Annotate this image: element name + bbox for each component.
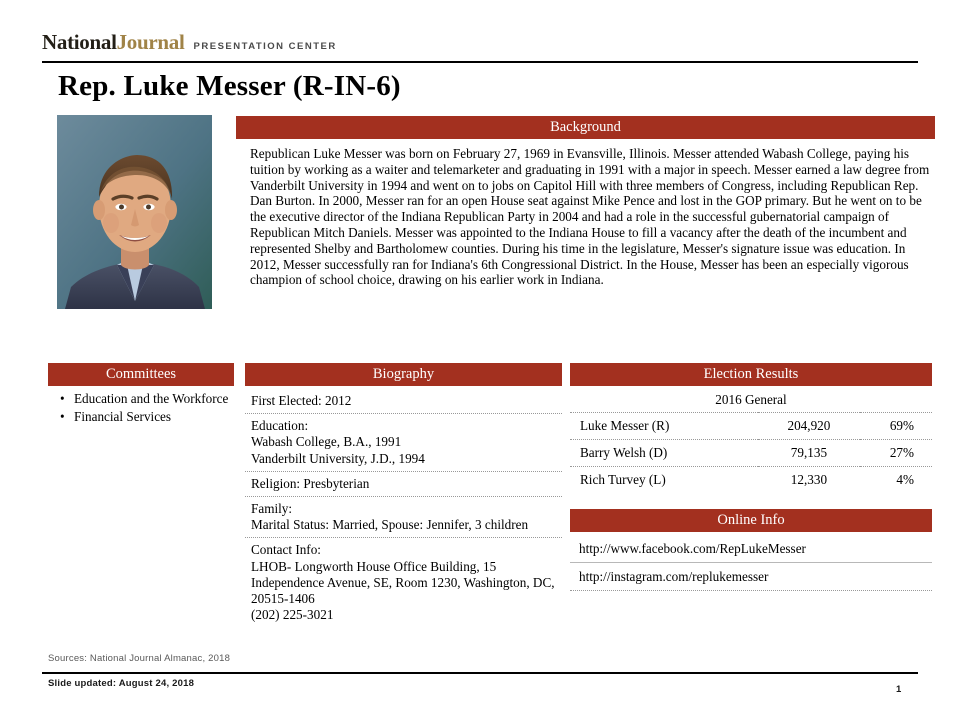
bullet-icon: • [60,408,65,424]
online-link-facebook[interactable]: http://www.facebook.com/RepLukeMesser [570,535,932,563]
section-header-biography: Biography [245,363,562,386]
online-link-instagram[interactable]: http://instagram.com/replukemesser [570,563,932,591]
footer-divider-rule [42,672,918,674]
section-header-online-info: Online Info [570,509,932,532]
bio-line: Contact Info: [251,542,321,558]
committee-label: Financial Services [74,408,172,424]
candidate-votes: 12,330 [790,472,828,487]
brand-masthead [42,30,337,55]
candidate-percent: 27% [860,440,932,467]
bio-line: (202) 225-3021 [251,607,334,623]
sources-note: Sources: National Journal Almanac, 2018 [48,653,231,664]
table-row [245,497,562,538]
candidate-name: Luke Messer (R) [570,413,758,440]
candidate-name: Rich Turvey (L) [580,472,666,487]
bullet-icon: • [60,391,65,406]
election-results-table [570,389,932,493]
bio-line: Education: [251,418,309,434]
bio-line: First Elected: 2012 [251,393,352,408]
page-number: 1 [896,684,902,695]
table-row [570,440,932,467]
bio-line: Wabash College, B.A., 1991 [251,434,402,450]
section-header-election-results: Election Results [570,363,932,386]
candidate-votes: 79,135 [758,440,859,467]
online-info-list [570,535,932,591]
bio-line: Marital Status: Married, Spouse: Jennifer, 3 children [251,517,529,533]
candidate-percent: 69% [860,413,932,440]
slide-updated-note: Slide updated: August 24, 2018 [48,678,195,689]
section-header-background: Background [236,116,935,139]
committees-list [52,391,237,426]
table-row [245,472,562,497]
committee-label: Education and the Workforce [74,391,229,406]
section-header-committees: Committees [48,363,234,386]
background-body-text: Republican Luke Messer was born on February 27, 1969 in Evansville, Illinois. Messer attended Wabash College, paying his tuition by working as a waiter and telemarketer and graduating in 1991 with a major in speech. Messer earned a law degree from Vanderbilt University in 1994 and went on to jobs on Capitol Hill with three members of Congress, including Republican Rep. Dan Burton. In 2000, Messer ran for an open House seat against Mike Pence and lost in the GOP primary. But he went on to be the executive director of the Indiana Republican Party in 2004 and had a role in the successful gubernatorial campaign of Republican Mitch Daniels. Messer was appointed to the Indiana House to fill a vacancy after the death of the incumbent and represented Shelby and Bartholomew counties. During his time in the legislature, Messer's signature issue was education. In 2012, Messer successfully ran for Indiana's 6th Congressional District. In the House, Messer has been an especially vigorous champion of school choice, drawing on his earlier work in Indiana. [250,146,930,288]
candidate-percent: 4% [896,472,914,487]
election-cycle-label: 2016 General [570,389,932,413]
candidate-name: Barry Welsh (D) [570,440,758,467]
table-row [245,389,562,414]
table-row [570,413,932,440]
bio-line: Family: [251,501,293,517]
table-caption-row [570,389,932,413]
table-row [245,538,562,627]
header-divider-rule [42,61,918,63]
bio-line: LHOB- Longworth House Office Building, 15 Independence Avenue, SE, Room 1230, Washington, DC, 20515-1406 [251,558,555,607]
table-row [570,467,932,494]
logo-subtitle-text: PRESENTATION CENTER [193,41,337,52]
biography-table [245,389,562,627]
list-item [52,409,237,426]
page-title: Rep. Luke Messer (R-IN-6) [58,70,401,102]
member-portrait-photo [57,115,212,309]
logo-journal-text: Journal [116,30,185,54]
bio-line: Vanderbilt University, J.D., 1994 [251,450,425,466]
table-row [245,414,562,472]
bio-line: Religion: Presbyterian [251,475,370,491]
logo-national-text: National [42,30,117,54]
candidate-votes: 204,920 [758,413,859,440]
list-item [52,391,237,408]
